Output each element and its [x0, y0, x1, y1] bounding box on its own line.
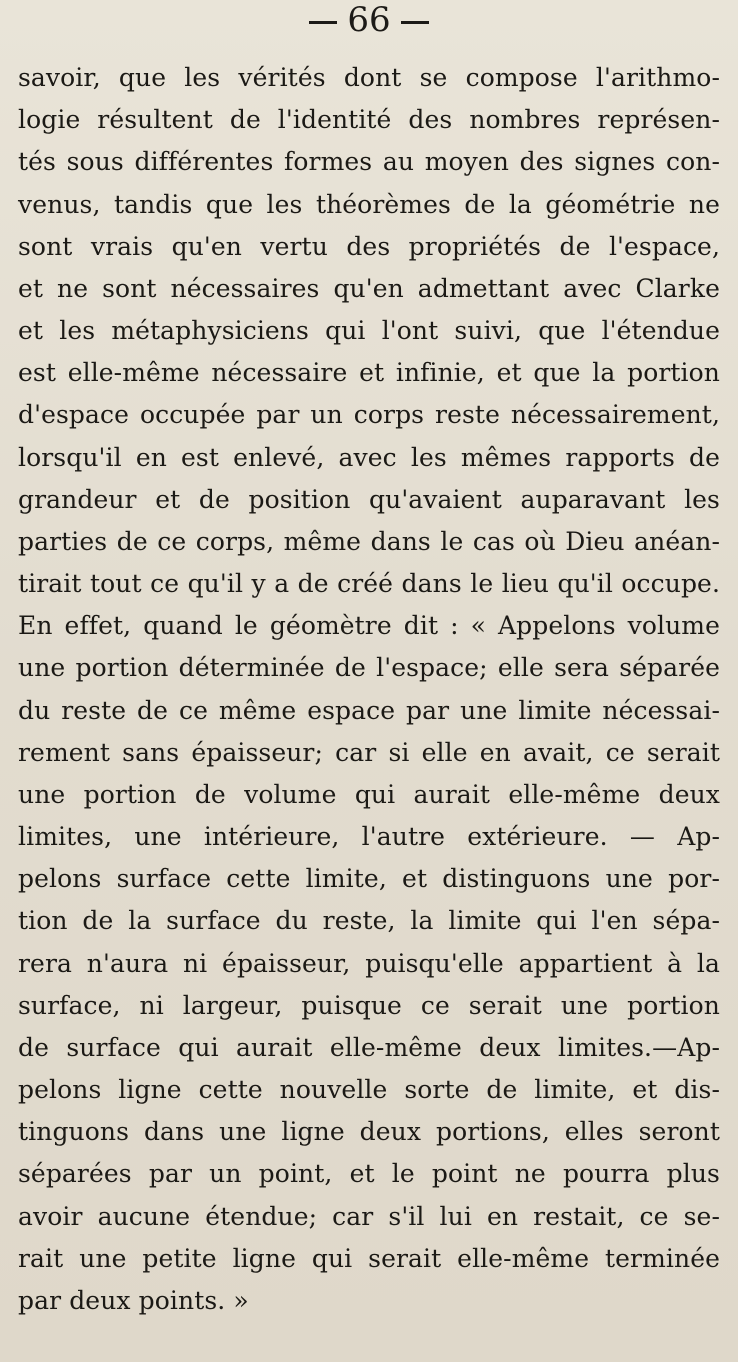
text-line: une portion de volume qui aurait elle-même deux [18, 779, 720, 809]
text-line: tés sous différentes formes au moyen des signes con- [18, 147, 720, 177]
text-line: est elle-même nécessaire et infinie, et que la portion [18, 358, 720, 388]
text-line: séparées par un point, et le point ne pourra plus [18, 1159, 720, 1189]
text-line: avoir aucune étendue; car s'il lui en restait, ce se- [18, 1201, 720, 1231]
text-line: surface, ni largeur, puisque ce serait une portion [18, 990, 720, 1020]
text-line: grandeur et de position qu'avaient auparavant les [18, 484, 720, 514]
text-line: et ne sont nécessaires qu'en admettant avec Clarke [18, 273, 720, 303]
text-line: venus, tandis que les théorèmes de la géométrie ne [18, 189, 720, 219]
text-line: pelons surface cette limite, et distinguons une por- [18, 864, 720, 894]
header-dash-right [401, 21, 429, 24]
text-line: limites, une intérieure, l'autre extérieure. — Ap- [18, 822, 720, 852]
body-text [18, 57, 720, 1322]
text-line: En effet, quand le géomètre dit : « Appelons volume [18, 611, 720, 641]
text-line: du reste de ce même espace par une limite nécessai- [18, 695, 720, 725]
text-line: parties de ce corps, même dans le cas où Dieu anéan- [18, 526, 720, 556]
page-header [0, 0, 738, 48]
text-line: de surface qui aurait elle-même deux limites.—Ap- [18, 1032, 720, 1062]
text-line: logie résultent de l'identité des nombres représen- [18, 105, 720, 135]
text-line: rement sans épaisseur; car si elle en avait, ce serait [18, 737, 720, 767]
text-line: lorsqu'il en est enlevé, avec les mêmes rapports de [18, 442, 720, 472]
text-line: tion de la surface du reste, la limite qui l'en sépa- [18, 906, 720, 936]
text-line: savoir, que les vérités dont se compose l'arithmo- [18, 63, 720, 92]
text-line: tirait tout ce qu'il y a de créé dans le lieu qu'il occupe. [18, 569, 720, 599]
text-line: rera n'aura ni épaisseur, puisqu'elle appartient à la [18, 948, 720, 978]
text-line: sont vrais qu'en vertu des propriétés de l'espace, [18, 231, 720, 261]
text-line: rait une petite ligne qui serait elle-même terminée [18, 1243, 720, 1273]
text-line: une portion déterminée de l'espace; elle sera séparée [18, 653, 720, 683]
page-number: 66 [347, 0, 391, 40]
text-line: et les métaphysiciens qui l'ont suivi, que l'étendue [18, 316, 720, 346]
text-line: tinguons dans une ligne deux portions, elles seront [18, 1117, 720, 1147]
text-line: pelons ligne cette nouvelle sorte de limite, et dis- [18, 1075, 720, 1105]
header-dash-left [309, 21, 337, 24]
text-line: d'espace occupée par un corps reste nécessairement, [18, 400, 720, 430]
text-line: par deux points. » [18, 1285, 249, 1315]
